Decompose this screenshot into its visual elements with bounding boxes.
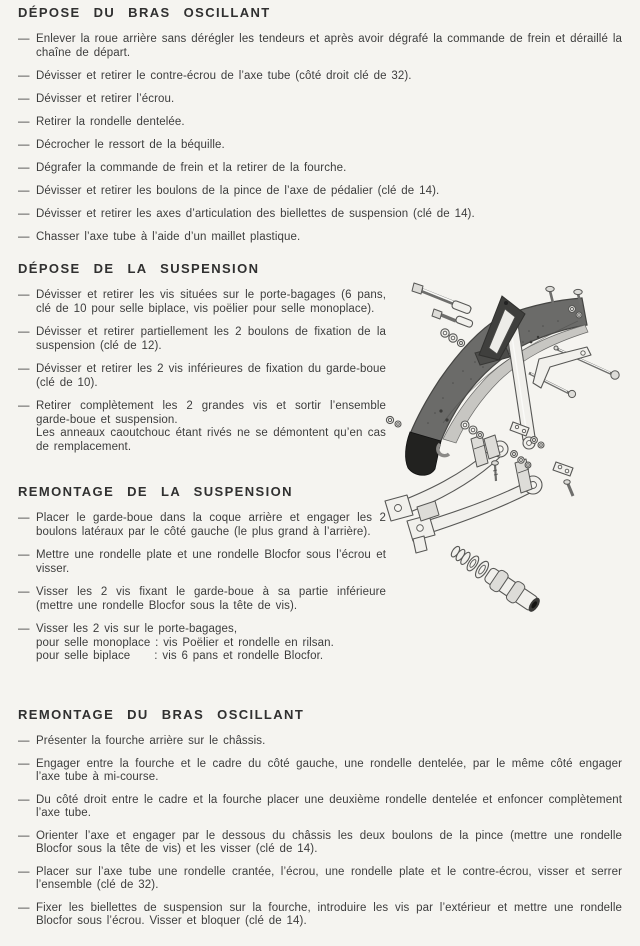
- list-item: [18, 586, 386, 613]
- bullet-dash: —: [18, 184, 30, 197]
- section-remontage-suspension: [18, 484, 386, 674]
- item-text: [36, 794, 622, 821]
- screw: [546, 286, 554, 303]
- item-text-line: Retirer complètement les 2 grandes vis et sortir l’ensemble garde-boue et suspension.: [36, 400, 386, 426]
- bullet-dash: —: [18, 549, 30, 561]
- item-text: [36, 758, 622, 785]
- list-item: [18, 33, 622, 60]
- list-item: [18, 866, 622, 893]
- bullet-dash: —: [18, 115, 30, 128]
- item-text: [36, 623, 386, 664]
- washer: [461, 421, 483, 438]
- item-text-line: Les anneaux caoutchouc étant rivés ne se démontent qu’en cas de remplacement.: [36, 427, 386, 453]
- list-item: [18, 549, 386, 576]
- spacer-sleeve: [455, 315, 473, 328]
- item-text-line: Dévisser et retirer partiellement les 2 boulons de fixation de la suspension (clé de 12).: [36, 326, 386, 352]
- section-title: REMONTAGE DE LA SUSPENSION: [18, 484, 293, 499]
- bullet-dash: —: [18, 289, 30, 301]
- list-item: [18, 208, 622, 222]
- item-text-line: Orienter l’axe et engager par le dessous du châssis les deux boulons de la pince (mettre une rondelle Blocfor sous la tête de vis) et les visser (clé de 14).: [36, 829, 622, 855]
- list-item: [18, 400, 386, 454]
- item-text-line: Placer le garde-boue dans la coque arrière et engager les 2 boulons latéraux par le côté gauche (le plus grand à l’arrière).: [36, 512, 386, 538]
- bullet-dash: —: [18, 161, 30, 174]
- item-text-line: Présenter la fourche arrière sur le châssis.: [36, 735, 266, 747]
- item-text-line: Enlever la roue arrière sans dérégler les tendeurs et après avoir dégrafé la commande de frein et déraillé la chaîne de départ.: [36, 33, 622, 59]
- bullet-dash: —: [18, 757, 30, 770]
- item-text-line: Visser les 2 vis sur le porte-bagages,: [36, 623, 238, 635]
- item-text: [36, 512, 386, 539]
- item-text-line: Retirer la rondelle dentelée.: [36, 115, 185, 128]
- support-bracket: [533, 347, 591, 388]
- bullet-dash: —: [18, 829, 30, 842]
- list-item: [18, 116, 622, 130]
- list-item: [18, 735, 622, 749]
- bullet-dash: —: [18, 901, 30, 914]
- bullet-dash: —: [18, 326, 30, 338]
- list-item: [18, 512, 386, 539]
- item-text: [36, 162, 622, 176]
- item-text-line: Dévisser et retirer les 2 vis inférieures de fixation du garde-boue (clé de 10).: [36, 363, 386, 389]
- bullet-dash: —: [18, 623, 30, 635]
- exploded-view-figure: [383, 263, 635, 649]
- list-item: [18, 70, 622, 84]
- item-text-line: Placer sur l’axe tube une rondelle crantée, l’écrou, une rondelle plate et le contre-écrou, visser et serrer l’ensemble (clé de 32).: [36, 865, 622, 891]
- axle-tube-assembly: [447, 541, 544, 616]
- item-text-line: Chasser l’axe tube à l’aide d’un maillet plastique.: [36, 230, 301, 243]
- list-item: [18, 830, 622, 857]
- bullet-dash: —: [18, 400, 30, 412]
- list-item: [18, 363, 386, 390]
- item-text: [36, 400, 386, 454]
- item-text-line: Du côté droit entre le cadre et la fourche placer une deuxième rondelle dentelée et enfoncer complètement l’axe tube.: [36, 793, 622, 819]
- list-item: [18, 162, 622, 176]
- bullet-dash: —: [18, 793, 30, 806]
- section-title: DÉPOSE DE LA SUSPENSION: [18, 261, 260, 276]
- list-item: [18, 326, 386, 353]
- item-text-line: pour selle biplace : vis 6 pans et rondelle Blocfor.: [36, 650, 324, 662]
- section-title: DÉPOSE DU BRAS OSCILLANT: [18, 5, 271, 20]
- list-item: [18, 139, 622, 153]
- bullet-dash: —: [18, 33, 30, 45]
- item-text: [36, 735, 622, 749]
- item-text-line: Mettre une rondelle plate et une rondelle Blocfor sous l’écrou et visser.: [36, 549, 386, 575]
- item-text: [36, 139, 622, 153]
- item-text-line: Engager entre la fourche et le cadre du côté gauche, une rondelle dentelée, par le même côté engager l’axe tube à mi-course.: [36, 757, 622, 783]
- bullet-dash: —: [18, 735, 30, 747]
- item-text-line: Dégrafer la commande de frein et la retirer de la fourche.: [36, 161, 347, 174]
- washer: [441, 329, 465, 347]
- list-item: [18, 289, 386, 316]
- spacer-sleeve: [451, 300, 472, 314]
- item-text-line: Dévisser et retirer le contre-écrou de l’axe tube (côté droit clé de 32).: [36, 69, 412, 82]
- item-text: [36, 33, 622, 60]
- bullet-dash: —: [18, 69, 30, 82]
- item-text: [36, 866, 622, 893]
- item-text: [36, 70, 622, 84]
- c-bracket: [438, 444, 449, 456]
- item-text: [36, 549, 386, 576]
- item-text: [36, 830, 622, 857]
- list-item: [18, 623, 386, 664]
- item-text-line: Décrocher le ressort de la béquille.: [36, 138, 225, 151]
- item-text: [36, 185, 622, 199]
- item-text: [36, 326, 386, 353]
- item-text-line: Dévisser et retirer les boulons de la pince de l’axe de pédalier (clé de 14).: [36, 184, 440, 197]
- section-title: REMONTAGE DU BRAS OSCILLANT: [18, 707, 305, 722]
- bullet-dash: —: [18, 207, 30, 220]
- item-text: [36, 902, 622, 929]
- bullet-dash: —: [18, 865, 30, 878]
- bolt-short: [564, 480, 573, 496]
- bullet-dash: —: [18, 138, 30, 151]
- item-text: [36, 586, 386, 613]
- link-plate: [553, 462, 573, 476]
- washer: [386, 416, 401, 427]
- list-item: [18, 185, 622, 199]
- list-item: [18, 794, 622, 821]
- screw: [492, 461, 499, 481]
- list-item: [18, 231, 622, 245]
- item-text: [36, 93, 622, 107]
- bullet-dash: —: [18, 92, 30, 105]
- item-text: [36, 231, 622, 245]
- list-item: [18, 902, 622, 929]
- item-text: [36, 363, 386, 390]
- bullet-dash: —: [18, 363, 30, 375]
- section-depose-suspension: [18, 261, 386, 464]
- list-item: [18, 93, 622, 107]
- section-remontage-bras-oscillant: [18, 707, 622, 938]
- bullet-dash: —: [18, 586, 30, 598]
- list-item: [18, 758, 622, 785]
- item-text-line: Visser les 2 vis fixant le garde-boue à sa partie inférieure (mettre une rondelle Blocfor sous la tête de vis).: [36, 586, 386, 612]
- bullet-dash: —: [18, 230, 30, 243]
- section-depose-bras-oscillant: [18, 5, 622, 254]
- item-text-line: Dévisser et retirer les axes d’articulation des biellettes de suspension (clé de 14).: [36, 207, 475, 220]
- item-text-line: Dévisser et retirer les vis situées sur le porte-bagages (6 pans, clé de 10 pour selle biplace, vis poëlier pour selle monoplace).: [36, 289, 386, 315]
- item-text: [36, 289, 386, 316]
- item-text-line: Dévisser et retirer l’écrou.: [36, 92, 175, 105]
- item-text: [36, 116, 622, 130]
- item-text-line: pour selle monoplace : vis Poëlier et rondelle en rilsan.: [36, 636, 334, 649]
- item-text-line: Fixer les biellettes de suspension sur la fourche, introduire les vis par l’extérieur et mettre une rondelle Blocfor sous l’écrou. Visser et bloquer (clé de 14).: [36, 901, 622, 927]
- bullet-dash: —: [18, 512, 30, 524]
- item-text: [36, 208, 622, 222]
- bolt-short: [432, 309, 456, 321]
